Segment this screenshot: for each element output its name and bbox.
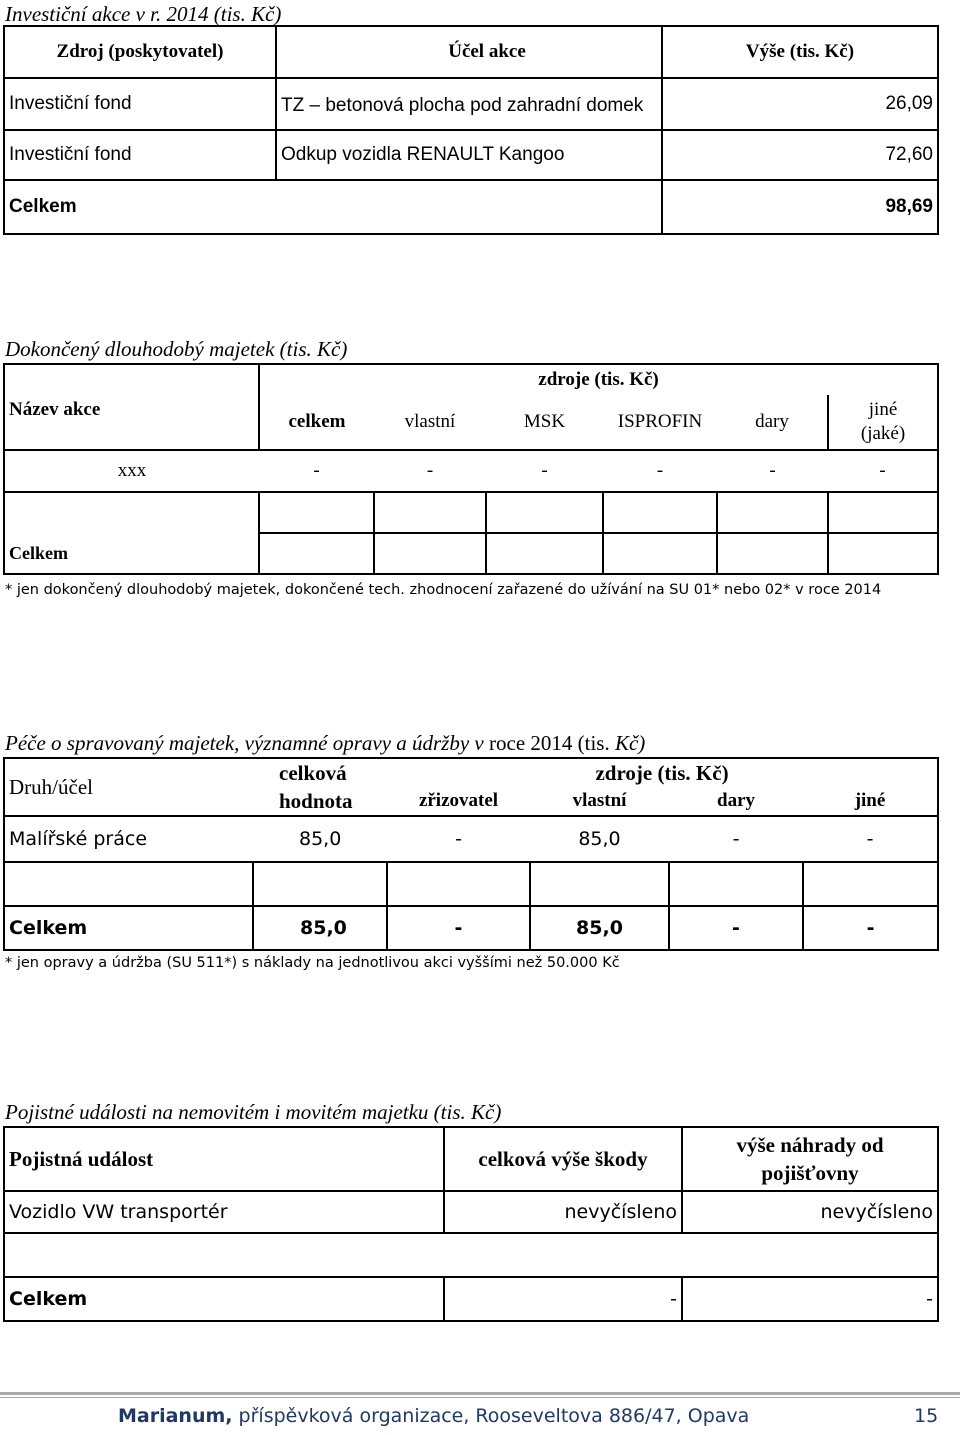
col-msk: MSK [486, 395, 603, 450]
row-value: - [803, 816, 938, 862]
row-value: - [313, 460, 320, 481]
header-amount: Výše (tis. Kč) [662, 26, 938, 78]
row-purpose: Odkup vozidla RENAULT Kangoo [276, 130, 662, 180]
row-value: - [769, 460, 776, 481]
page-number: 15 [914, 1405, 939, 1427]
empty-cell [276, 180, 662, 234]
row-name: xxx [4, 450, 259, 492]
section-heading-completed-assets: Dokončený dlouhodobý majetek (tis. Kč) [5, 337, 348, 361]
row-compensation: nevyčísleno [682, 1191, 938, 1233]
row-value: - [455, 828, 462, 850]
note-completed-assets: * jen dokončený dlouhodobý majetek, dokončené tech. zhodnocení zařazené do užívání na SU 01* nebo 02* v roce 2014 [5, 582, 882, 598]
col-zrizovatel: zřizovatel [387, 787, 530, 816]
note-maintenance: * jen opravy a údržba (SU 511*) s náklady na jednotlivou akci vyššími než 50.000 Kč [5, 955, 620, 971]
table-row [4, 78, 938, 130]
heading-tail-part: Kč) [614, 731, 646, 755]
header-damage [444, 1127, 682, 1191]
empty-row [4, 862, 938, 906]
heading-italic-part: Péče o spravovaný majetek, významné opravy a údržby v [5, 731, 484, 755]
header-druh: Druh/účel [4, 758, 253, 816]
header-celkova: celková [253, 758, 387, 787]
header-source: Zdroj (poskytovatel) [4, 26, 276, 78]
investments-table [3, 25, 939, 235]
footer-divider-thin [0, 1397, 960, 1398]
total-source-value: - [669, 906, 803, 950]
total-value: 85,0 [253, 906, 387, 950]
total-row [4, 1277, 938, 1321]
total-row [4, 533, 938, 574]
section-heading-insurance: Pojistné události na nemovitém i movitém majetku (tis. Kč) [5, 1100, 502, 1124]
header-sources: zdroje (tis. Kč) [387, 758, 938, 787]
footer-organization [118, 1405, 749, 1427]
total-row [4, 906, 938, 950]
heading-plain-part: roce 2014 (tis. [489, 731, 610, 755]
col-dary: dary [717, 395, 828, 450]
section-heading-maintenance [5, 731, 645, 756]
col-jine: jiné [803, 787, 938, 816]
table-row [4, 450, 938, 492]
header-sources: zdroje (tis. Kč) [259, 364, 938, 395]
total-source-value: - [803, 906, 938, 950]
maintenance-table [3, 757, 939, 951]
row-value: - [656, 460, 664, 481]
row-value: - [541, 460, 548, 481]
total-source-value: - [387, 906, 530, 950]
total-value: 98,69 [662, 180, 938, 234]
empty-row [4, 492, 938, 533]
col-vlastni: vlastní [374, 395, 486, 450]
footer-org-address: příspěvková organizace, Rooseveltova 886/47, Opava [232, 1405, 750, 1427]
insurance-table [3, 1126, 939, 1322]
table-row [4, 816, 938, 862]
header-event: Pojistná událost [4, 1127, 444, 1191]
col-jine: jiné (jaké) [828, 395, 938, 450]
header-action-name: Název akce [4, 364, 259, 450]
col-vlastni: vlastní [530, 787, 669, 816]
row-amount: 72,60 [662, 130, 938, 180]
total-label: Celkem [4, 906, 253, 950]
row-total: 85,0 [299, 828, 342, 850]
row-amount: 26,09 [662, 78, 938, 130]
total-damage: - [444, 1277, 682, 1321]
total-compensation: - [682, 1277, 938, 1321]
row-source: Investiční fond [4, 130, 276, 180]
empty-row [4, 1233, 938, 1277]
total-label: Celkem [4, 180, 276, 234]
total-row [4, 180, 938, 234]
header-compensation-line2: pojišťovny [761, 1161, 859, 1185]
footer-divider [0, 1392, 960, 1395]
row-value: - [426, 460, 434, 481]
row-damage: nevyčísleno [444, 1191, 682, 1233]
section-heading-investments: Investiční akce v r. 2014 (tis. Kč) [5, 2, 282, 26]
header-compensation [682, 1127, 938, 1191]
row-value: 85,0 [578, 828, 621, 850]
total-source-value: 85,0 [530, 906, 669, 950]
row-name: Malířské práce [4, 816, 253, 862]
total-label: Celkem [4, 533, 259, 574]
table-row [4, 1191, 938, 1233]
row-value: - [732, 828, 740, 850]
row-value: - [828, 450, 938, 492]
row-event: Vozidlo VW transportér [4, 1191, 444, 1233]
header-hodnota: hodnota [253, 787, 387, 816]
header-damage-label: celková výše škody [478, 1146, 648, 1171]
total-label: Celkem [4, 1277, 444, 1321]
col-celkem: celkem [259, 395, 374, 450]
row-source: Investiční fond [4, 78, 276, 130]
header-compensation-line1: výše náhrady od [736, 1133, 884, 1157]
header-purpose: Účel akce [276, 26, 662, 78]
col-dary: dary [669, 787, 803, 816]
table-row [4, 130, 938, 180]
row-purpose: TZ – betonová plocha pod zahradní domek [276, 78, 662, 130]
completed-assets-table [3, 363, 939, 575]
col-isprofin: ISPROFIN [603, 395, 717, 450]
footer-org-name: Marianum, [118, 1405, 233, 1427]
